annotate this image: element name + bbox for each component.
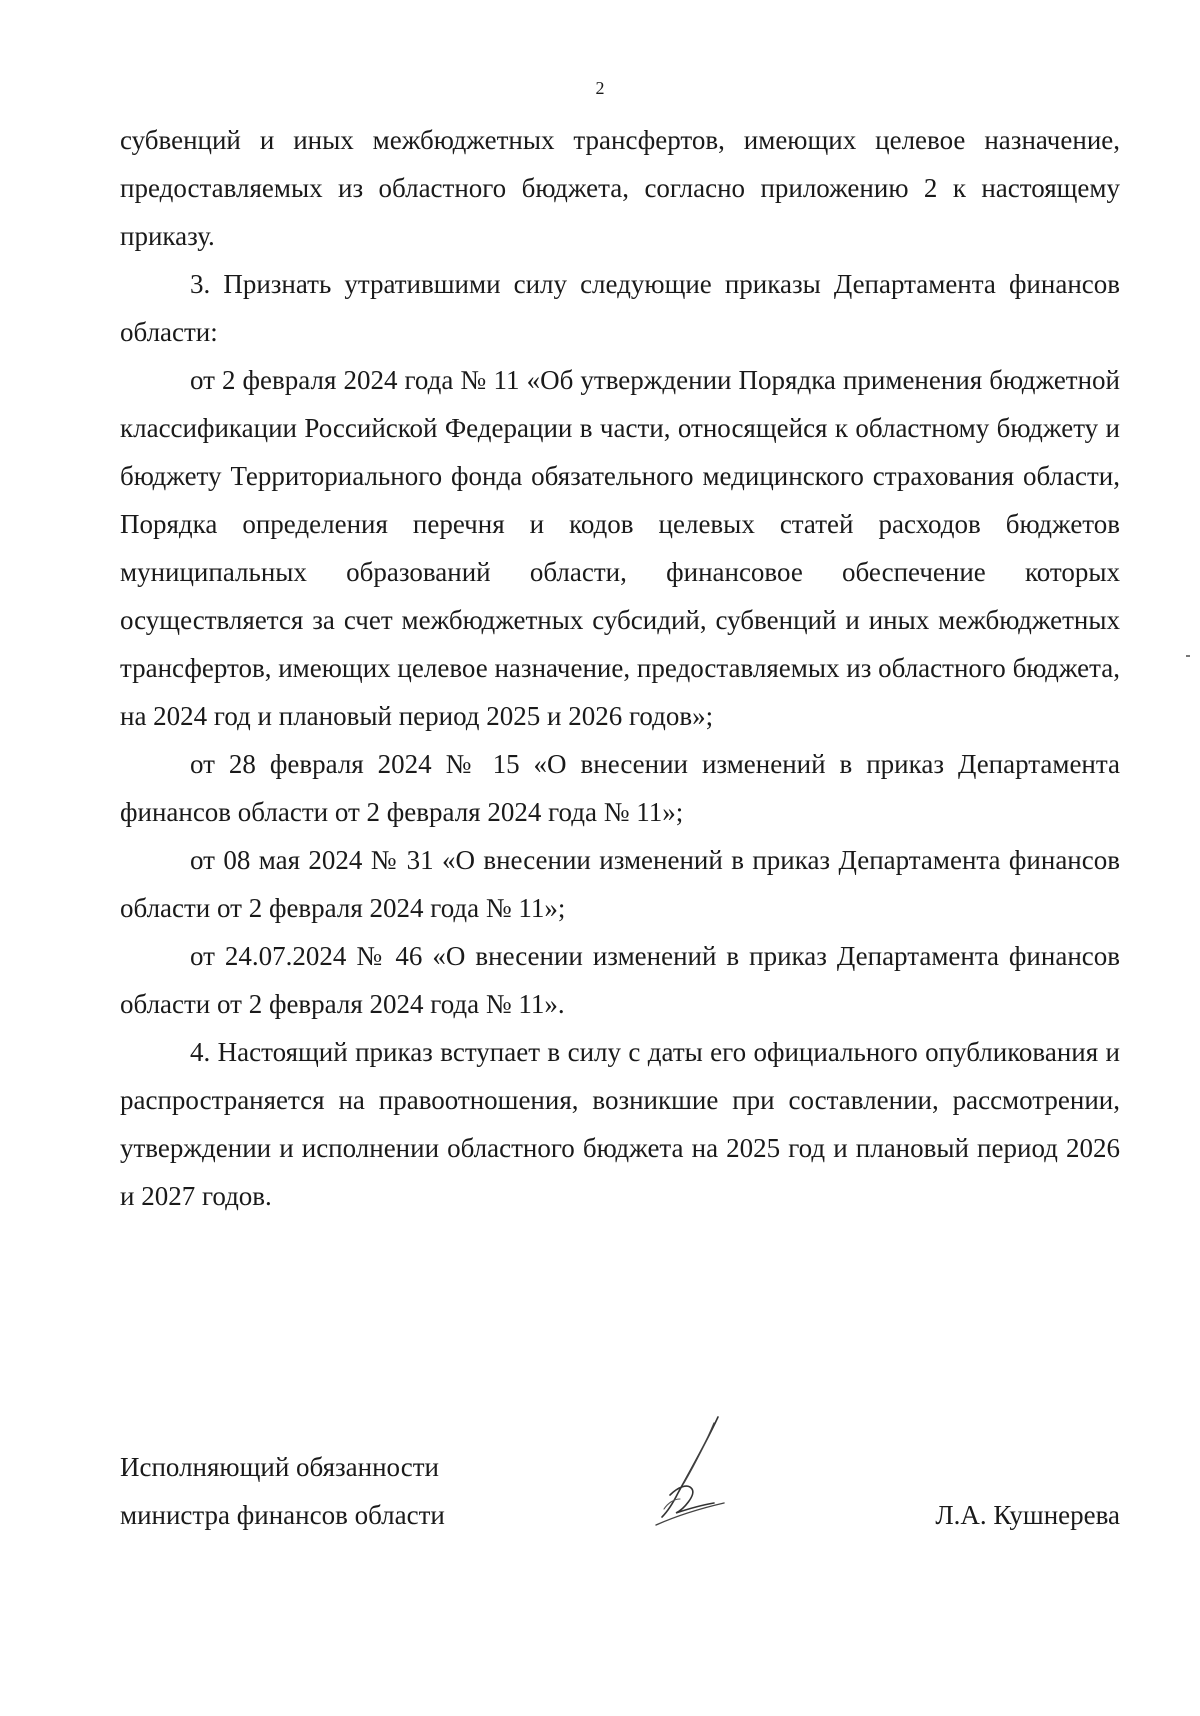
document-body <box>120 116 1120 1220</box>
paragraph-order-11: от 2 февраля 2024 года № 11 «Об утверждении Порядка применения бюджетной классификации Российской Федерации в части, относящейся к областному бюджету и бюджету Территориального фонда обязательного медицинского страхования области, Порядка определения перечня и кодов целевых статей расходов бюджетов муниципальных образований области, финансовое обеспечение которых осуществляется за счет межбюджетных субсидий, субвенций и иных межбюджетных трансфертов, имеющих целевое назначение, предоставляемых из областного бюджета, на 2024 год и плановый период 2025 и 2026 годов»; <box>120 365 1120 731</box>
paragraph-order-15: от 28 февраля 2024 № 15 «О внесении изменений в приказ Департамента финансов области от 2 февраля 2024 года № 11»; <box>120 749 1120 827</box>
scan-speck <box>1186 655 1190 657</box>
signature-block <box>120 1443 1120 1563</box>
paragraph-item-4: 4. Настоящий приказ вступает в силу с даты его официального опубликования и распространяется на правоотношения, возникшие при составлении, рассмотрении, утверждении и исполнении областного бюджета на 2025 год и плановый период 2026 и 2027 годов. <box>120 1037 1120 1211</box>
page-number: 2 <box>595 78 605 98</box>
signatory-position <box>120 1443 445 1539</box>
signatory-position-line-2: министра финансов области <box>120 1500 445 1530</box>
paragraph-order-46: от 24.07.2024 № 46 «О внесении изменений в приказ Департамента финансов области от 2 февраля 2024 года № 11». <box>120 941 1120 1019</box>
paragraph-continuation: субвенций и иных межбюджетных трансфертов, имеющих целевое назначение, предоставляемых из областного бюджета, согласно приложению 2 к настоящему приказу. <box>120 125 1120 251</box>
signatory-position-line-1: Исполняющий обязанности <box>120 1452 439 1482</box>
handwritten-signature <box>640 1413 750 1543</box>
paragraph-order-31: от 08 мая 2024 № 31 «О внесении изменений в приказ Департамента финансов области от 2 февраля 2024 года № 11»; <box>120 845 1120 923</box>
signatory-name: Л.А. Кушнерева <box>935 1500 1120 1530</box>
paragraph-item-3: 3. Признать утратившими силу следующие приказы Департамента финансов области: <box>120 269 1120 347</box>
